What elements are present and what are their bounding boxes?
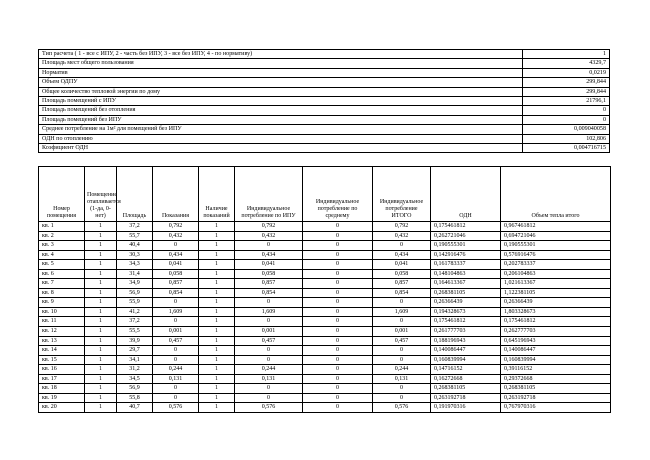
column-header: Наличие показаний: [199, 167, 235, 222]
table-cell: 1: [85, 288, 117, 298]
table-row: [39, 298, 611, 308]
table-cell: 1,021613367: [501, 279, 611, 289]
table-cell: 0,792: [373, 222, 431, 232]
table-cell: 0,263192718: [431, 393, 501, 403]
table-cell: 0,261777703: [431, 327, 501, 337]
table-cell: 0,202783337: [501, 260, 611, 270]
summary-label: Площадь помещений без отопления: [39, 106, 523, 115]
table-cell: 0,244: [235, 365, 303, 375]
table-cell: 0: [373, 355, 431, 365]
table-cell: 1: [199, 374, 235, 384]
table-cell: 1: [199, 384, 235, 394]
table-row: [39, 222, 611, 232]
table-cell: 0,244: [373, 365, 431, 375]
column-header: Помещение отапливается (1-да, 0-нет): [85, 167, 117, 222]
table-cell: 0,576: [153, 403, 199, 413]
table-cell: 0: [303, 403, 373, 413]
table-cell: 0: [235, 317, 303, 327]
table-cell: 56,9: [117, 288, 153, 298]
table-cell: 55,7: [117, 231, 153, 241]
summary-row: [39, 97, 610, 106]
summary-row: [39, 59, 610, 68]
table-cell: 1: [85, 393, 117, 403]
summary-label: Норматив: [39, 68, 523, 77]
table-cell: 0: [303, 346, 373, 356]
table-cell: 0,131: [153, 374, 199, 384]
table-cell: 0,262777703: [501, 327, 611, 337]
table-cell: 1: [85, 346, 117, 356]
table-cell: 1: [199, 241, 235, 251]
table-cell: кв. 11: [39, 317, 85, 327]
table-cell: 37,2: [117, 222, 153, 232]
table-header-row: [39, 167, 611, 222]
summary-row: [39, 78, 610, 87]
table-row: [39, 241, 611, 251]
table-cell: 0,175461812: [431, 317, 501, 327]
summary-label: Площадь помещений без ИПУ: [39, 115, 523, 124]
table-cell: 0,434: [373, 250, 431, 260]
table-cell: кв. 10: [39, 307, 85, 317]
column-header: Объем тепла итого: [501, 167, 611, 222]
table-cell: 1: [85, 403, 117, 413]
table-cell: 0: [303, 250, 373, 260]
table-cell: 0,16272668: [431, 374, 501, 384]
table-row: [39, 336, 611, 346]
table-cell: 0,194328673: [431, 307, 501, 317]
column-header: Показания: [153, 167, 199, 222]
table-cell: 0,576916476: [501, 250, 611, 260]
table-cell: 0: [153, 317, 199, 327]
summary-row: [39, 50, 610, 59]
summary-label: Общее количество тепловой энергии по дому: [39, 87, 523, 96]
summary-label: Объем ОДПУ: [39, 78, 523, 87]
table-cell: 1: [85, 365, 117, 375]
table-row: [39, 346, 611, 356]
table-cell: 1: [85, 384, 117, 394]
table-row: [39, 403, 611, 413]
table-cell: 1: [199, 336, 235, 346]
table-row: [39, 307, 611, 317]
column-header: Индивидуальное потребление ИТОГО: [373, 167, 431, 222]
table-cell: 0,432: [235, 231, 303, 241]
table-row: [39, 384, 611, 394]
table-cell: кв. 14: [39, 346, 85, 356]
table-cell: 55,5: [117, 327, 153, 337]
table-cell: 34,3: [117, 260, 153, 270]
table-cell: 40,7: [117, 403, 153, 413]
table-cell: 0: [303, 298, 373, 308]
table-cell: 1: [85, 298, 117, 308]
table-cell: 0,854: [373, 288, 431, 298]
column-header: ОДН: [431, 167, 501, 222]
table-cell: 1: [199, 393, 235, 403]
table-cell: кв. 13: [39, 336, 85, 346]
table-cell: 0,041: [153, 260, 199, 270]
table-cell: 0,001: [153, 327, 199, 337]
summary-value: 299,844: [523, 78, 610, 87]
summary-label: Площадь помещений с ИПУ: [39, 97, 523, 106]
table-cell: 0: [303, 336, 373, 346]
summary-row: [39, 106, 610, 115]
table-cell: 1: [85, 355, 117, 365]
table-cell: 1: [85, 260, 117, 270]
table-row: [39, 327, 611, 337]
table-cell: 0: [303, 317, 373, 327]
table-cell: 0,268381105: [431, 384, 501, 394]
table-cell: 30,3: [117, 250, 153, 260]
table-cell: 0,854: [153, 288, 199, 298]
table-cell: 0: [303, 355, 373, 365]
table-cell: 0,29372668: [501, 374, 611, 384]
table-cell: 0,058: [373, 269, 431, 279]
table-cell: 0,694721046: [501, 231, 611, 241]
table-cell: 1: [85, 250, 117, 260]
table-cell: 34,5: [117, 374, 153, 384]
table-cell: 0: [373, 317, 431, 327]
summary-value: 21796,1: [523, 97, 610, 106]
table-cell: 55,8: [117, 393, 153, 403]
table-cell: кв. 19: [39, 393, 85, 403]
apartments-table: [38, 166, 611, 413]
table-cell: кв. 2: [39, 231, 85, 241]
summary-label: Коэфициент ОДН: [39, 144, 523, 153]
table-cell: 0,175461812: [501, 317, 611, 327]
table-cell: 1: [199, 269, 235, 279]
summary-row: [39, 87, 610, 96]
table-cell: 1: [85, 269, 117, 279]
table-cell: 0,967461812: [501, 222, 611, 232]
table-cell: 0,576: [373, 403, 431, 413]
table-cell: 1: [199, 317, 235, 327]
summary-label: ОДН по отоплению: [39, 134, 523, 143]
table-cell: 0,857: [373, 279, 431, 289]
table-cell: 1: [199, 288, 235, 298]
table-cell: 1: [199, 403, 235, 413]
table-cell: 1,609: [373, 307, 431, 317]
table-cell: кв. 15: [39, 355, 85, 365]
table-cell: 0,164613367: [431, 279, 501, 289]
table-cell: 0: [303, 327, 373, 337]
table-cell: 0: [303, 241, 373, 251]
table-cell: 0,142916476: [431, 250, 501, 260]
summary-value: 102,806: [523, 134, 610, 143]
table-cell: 1: [85, 222, 117, 232]
table-cell: 0,041: [373, 260, 431, 270]
table-cell: 0,854: [235, 288, 303, 298]
table-cell: кв. 7: [39, 279, 85, 289]
table-cell: 0,058: [153, 269, 199, 279]
table-cell: 0,206104863: [501, 269, 611, 279]
table-cell: 1,122381105: [501, 288, 611, 298]
summary-row: [39, 115, 610, 124]
table-cell: 0: [373, 298, 431, 308]
table-cell: 0,14716152: [431, 365, 501, 375]
table-cell: кв. 12: [39, 327, 85, 337]
table-cell: 1: [199, 279, 235, 289]
table-cell: 0: [373, 241, 431, 251]
table-cell: 0: [373, 384, 431, 394]
table-cell: 1: [199, 298, 235, 308]
table-cell: 0: [373, 393, 431, 403]
table-cell: 0,244: [153, 365, 199, 375]
table-cell: 0,041: [235, 260, 303, 270]
table-cell: 0,26366439: [501, 298, 611, 308]
summary-row: [39, 144, 610, 153]
table-cell: 0,058: [235, 269, 303, 279]
table-cell: кв. 18: [39, 384, 85, 394]
summary-value: 1: [523, 50, 610, 59]
column-header: Номер помещения: [39, 167, 85, 222]
table-cell: кв. 4: [39, 250, 85, 260]
table-cell: 0: [373, 346, 431, 356]
table-cell: 34,1: [117, 355, 153, 365]
table-cell: 1: [199, 260, 235, 270]
table-cell: 0: [303, 260, 373, 270]
table-cell: 37,2: [117, 317, 153, 327]
table-cell: 0: [153, 384, 199, 394]
table-cell: 29,7: [117, 346, 153, 356]
summary-table: [38, 49, 610, 153]
table-cell: 1: [199, 365, 235, 375]
table-cell: 1: [85, 231, 117, 241]
table-cell: 0,434: [235, 250, 303, 260]
table-cell: 1: [199, 307, 235, 317]
table-cell: 0: [153, 241, 199, 251]
table-cell: 0,001: [373, 327, 431, 337]
column-header: Площадь: [117, 167, 153, 222]
table-cell: 0,190555301: [431, 241, 501, 251]
table-cell: 39,9: [117, 336, 153, 346]
summary-row: [39, 68, 610, 77]
table-row: [39, 269, 611, 279]
table-cell: 0,140086447: [431, 346, 501, 356]
table-cell: 0: [303, 307, 373, 317]
table-cell: 1: [199, 231, 235, 241]
table-row: [39, 231, 611, 241]
column-header: Индивидуальное потребление по ИПУ: [235, 167, 303, 222]
table-cell: 0,645196943: [501, 336, 611, 346]
table-cell: 1: [85, 307, 117, 317]
table-row: [39, 393, 611, 403]
table-cell: кв. 16: [39, 365, 85, 375]
table-cell: 40,4: [117, 241, 153, 251]
table-cell: 56,9: [117, 384, 153, 394]
table-cell: 0: [303, 365, 373, 375]
table-cell: кв. 17: [39, 374, 85, 384]
table-cell: 0,160839994: [501, 355, 611, 365]
table-cell: 41,2: [117, 307, 153, 317]
table-cell: 0,161783337: [431, 260, 501, 270]
table-cell: 0,434: [153, 250, 199, 260]
table-cell: 0,767970316: [501, 403, 611, 413]
table-cell: 0: [153, 355, 199, 365]
table-cell: 0,39116152: [501, 365, 611, 375]
table-row: [39, 260, 611, 270]
table-row: [39, 288, 611, 298]
table-cell: 0,792: [153, 222, 199, 232]
table-cell: 0,175461812: [431, 222, 501, 232]
summary-label: Среднее потребление на 1м² для помещений без ИПУ: [39, 125, 523, 134]
table-row: [39, 365, 611, 375]
table-cell: 0,857: [153, 279, 199, 289]
table-cell: 0: [303, 222, 373, 232]
table-cell: 0,263192718: [501, 393, 611, 403]
summary-value: 299,844: [523, 87, 610, 96]
table-cell: 34,9: [117, 279, 153, 289]
table-cell: 0,131: [235, 374, 303, 384]
table-cell: кв. 8: [39, 288, 85, 298]
table-cell: 1,609: [153, 307, 199, 317]
table-cell: кв. 1: [39, 222, 85, 232]
table-cell: 0,131: [373, 374, 431, 384]
table-cell: 1: [85, 279, 117, 289]
table-cell: кв. 3: [39, 241, 85, 251]
table-row: [39, 250, 611, 260]
table-cell: 0: [235, 355, 303, 365]
table-cell: 0,457: [235, 336, 303, 346]
table-cell: 0,857: [235, 279, 303, 289]
table-cell: 0,432: [153, 231, 199, 241]
table-row: [39, 279, 611, 289]
table-cell: 0: [235, 241, 303, 251]
summary-label: Площадь мест общего пользования: [39, 59, 523, 68]
table-cell: 0: [153, 346, 199, 356]
table-row: [39, 355, 611, 365]
summary-value: 0,0219: [523, 68, 610, 77]
table-cell: 1: [85, 317, 117, 327]
table-cell: 0,26366439: [431, 298, 501, 308]
table-cell: 0: [303, 288, 373, 298]
summary-value: 4329,7: [523, 59, 610, 68]
table-cell: 0,792: [235, 222, 303, 232]
table-cell: 0: [235, 384, 303, 394]
table-cell: 1: [199, 250, 235, 260]
table-cell: 1: [199, 222, 235, 232]
table-cell: кв. 20: [39, 403, 85, 413]
summary-value: 0: [523, 115, 610, 124]
table-cell: 0: [303, 231, 373, 241]
table-cell: кв. 6: [39, 269, 85, 279]
table-cell: 0: [235, 393, 303, 403]
table-cell: 0,160839994: [431, 355, 501, 365]
summary-row: [39, 125, 610, 134]
table-cell: 0,191970316: [431, 403, 501, 413]
table-cell: 0,457: [153, 336, 199, 346]
table-cell: 0,262721046: [431, 231, 501, 241]
table-cell: 0,576: [235, 403, 303, 413]
summary-value: 0,009040058: [523, 125, 610, 134]
table-cell: 55,9: [117, 298, 153, 308]
table-cell: 31,4: [117, 269, 153, 279]
table-cell: 0: [303, 269, 373, 279]
table-cell: 1: [85, 374, 117, 384]
table-cell: 0: [153, 298, 199, 308]
table-cell: кв. 5: [39, 260, 85, 270]
table-row: [39, 374, 611, 384]
table-cell: 0,188196943: [431, 336, 501, 346]
table-cell: 0: [303, 393, 373, 403]
table-cell: 1: [85, 336, 117, 346]
summary-value: 0: [523, 106, 610, 115]
table-cell: кв. 9: [39, 298, 85, 308]
table-cell: 1: [85, 241, 117, 251]
table-cell: 0: [235, 298, 303, 308]
table-cell: 0: [303, 279, 373, 289]
table-cell: 0,140086447: [501, 346, 611, 356]
table-cell: 0,432: [373, 231, 431, 241]
summary-row: [39, 134, 610, 143]
summary-label: Тип расчета ( 1 - все с ИПУ, 2 - часть без ИПУ, 3 - все без ИПУ, 4 - по нормативу): [39, 50, 523, 59]
table-row: [39, 317, 611, 327]
table-cell: 0: [303, 374, 373, 384]
column-header: Индивидуальное потребление по среднему: [303, 167, 373, 222]
table-cell: 0,148104863: [431, 269, 501, 279]
table-cell: 31,2: [117, 365, 153, 375]
table-cell: 1: [199, 327, 235, 337]
table-cell: 0,001: [235, 327, 303, 337]
table-cell: 1,609: [235, 307, 303, 317]
table-cell: 1: [199, 346, 235, 356]
summary-value: 0,004716715: [523, 144, 610, 153]
table-cell: 0: [153, 393, 199, 403]
table-cell: 0: [303, 384, 373, 394]
table-cell: 0,268381105: [431, 288, 501, 298]
table-cell: 1: [85, 327, 117, 337]
table-cell: 1,803328673: [501, 307, 611, 317]
table-cell: 0,457: [373, 336, 431, 346]
table-cell: 1: [199, 355, 235, 365]
table-cell: 0,268381105: [501, 384, 611, 394]
table-cell: 0,190555301: [501, 241, 611, 251]
table-cell: 0: [235, 346, 303, 356]
